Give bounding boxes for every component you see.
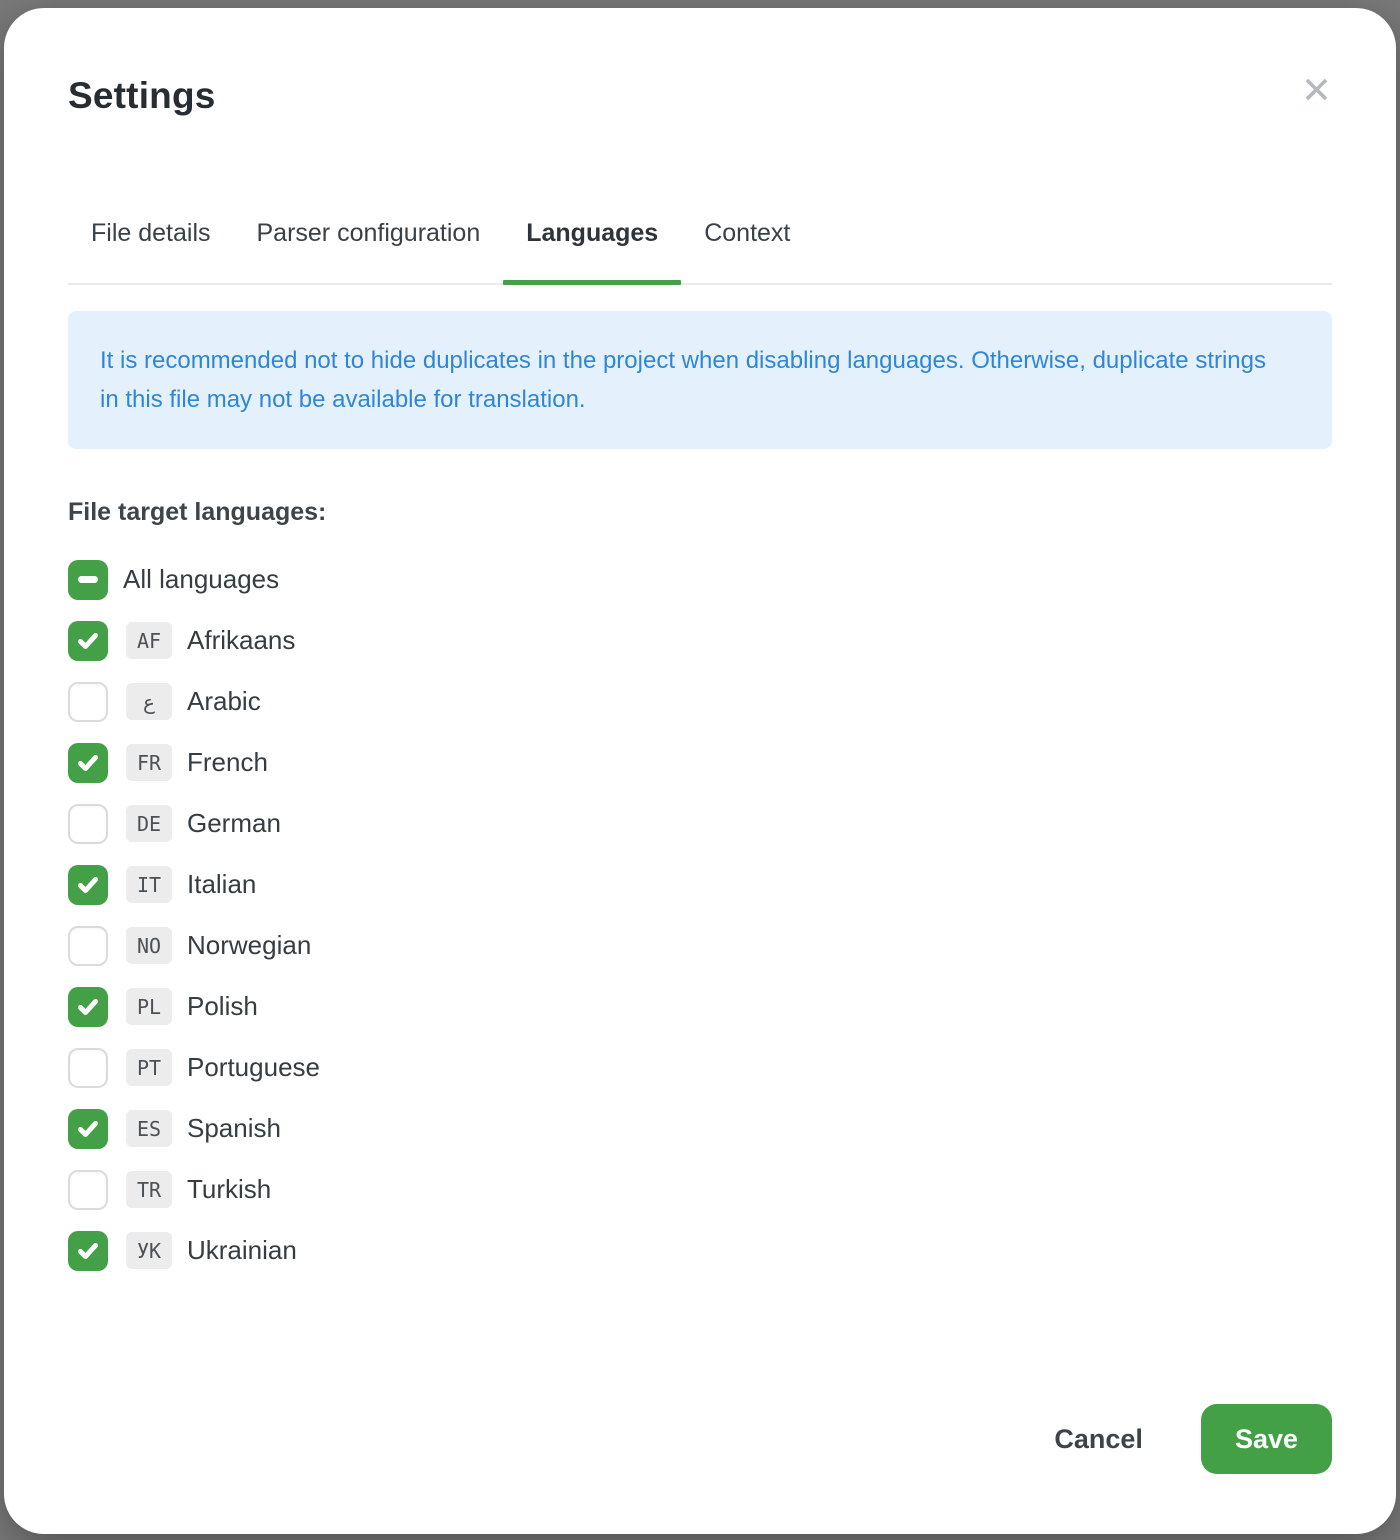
language-label: Turkish	[187, 1174, 272, 1204]
tab[interactable]: File details	[68, 184, 234, 283]
checkmark-icon	[76, 995, 100, 1019]
language-checkbox[interactable]	[68, 926, 108, 966]
settings-modal	[4, 8, 1396, 1534]
cancel-button[interactable]: Cancel	[1054, 1423, 1143, 1454]
info-banner-text: It is recommended not to hide duplicates in the project when disabling languages. Otherwise, duplicate strings in this file may not be available for translation.	[100, 347, 1267, 413]
language-code-badge: PT	[126, 1049, 172, 1086]
language-checkbox[interactable]	[68, 1048, 108, 1088]
modal-header	[68, 72, 1332, 120]
language-code-badge: FR	[126, 744, 172, 781]
tab[interactable]: Context	[681, 184, 813, 283]
language-code-badge: УК	[126, 1232, 172, 1269]
info-banner	[68, 311, 1332, 449]
language-checkbox[interactable]	[68, 1170, 108, 1210]
language-label: German	[187, 808, 281, 838]
language-row	[68, 732, 1332, 793]
language-checkbox[interactable]	[68, 865, 108, 905]
language-row	[68, 854, 1332, 915]
language-label: Italian	[187, 869, 257, 899]
language-row	[68, 793, 1332, 854]
language-label: Afrikaans	[187, 625, 296, 655]
language-code-badge: IT	[126, 866, 172, 903]
language-row	[68, 1159, 1332, 1220]
checkmark-icon	[76, 629, 100, 653]
tab-bar	[68, 184, 1332, 285]
language-label: All languages	[123, 564, 280, 594]
modal-footer	[1054, 1404, 1332, 1474]
language-row	[68, 549, 1332, 610]
language-row	[68, 671, 1332, 732]
language-row	[68, 915, 1332, 976]
language-row	[68, 1098, 1332, 1159]
checkmark-icon	[76, 873, 100, 897]
language-checkbox[interactable]	[68, 682, 108, 722]
language-checkbox[interactable]	[68, 621, 108, 661]
save-button[interactable]: Save	[1201, 1404, 1332, 1474]
file-target-languages-label: File target languages:	[68, 498, 327, 526]
language-checkbox[interactable]	[68, 743, 108, 783]
language-row	[68, 1220, 1332, 1281]
language-label: Portuguese	[187, 1052, 320, 1082]
language-checkbox[interactable]	[68, 560, 108, 600]
language-checkbox[interactable]	[68, 1231, 108, 1271]
language-code-badge: AF	[126, 622, 172, 659]
language-label: French	[187, 747, 268, 777]
language-code-badge: ES	[126, 1110, 172, 1147]
language-code-badge: TR	[126, 1171, 172, 1208]
language-checkbox[interactable]	[68, 804, 108, 844]
language-checkbox[interactable]	[68, 1109, 108, 1149]
language-row	[68, 1037, 1332, 1098]
language-code-badge: DE	[126, 805, 172, 842]
language-label: Polish	[187, 991, 258, 1021]
checkmark-icon	[76, 751, 100, 775]
language-label: Norwegian	[187, 930, 312, 960]
language-list	[68, 549, 1332, 1281]
indeterminate-dash-icon	[78, 576, 98, 583]
checkmark-icon	[76, 1239, 100, 1263]
language-code-badge: ع	[126, 683, 172, 720]
language-row	[68, 976, 1332, 1037]
language-row	[68, 610, 1332, 671]
checkmark-icon	[76, 1117, 100, 1141]
tab[interactable]: Parser configuration	[234, 184, 504, 283]
language-label: Ukrainian	[187, 1235, 297, 1265]
tab[interactable]: Languages	[503, 184, 681, 283]
language-label: Arabic	[187, 686, 261, 716]
language-checkbox[interactable]	[68, 987, 108, 1027]
language-code-badge: NO	[126, 927, 172, 964]
language-label: Spanish	[187, 1113, 281, 1143]
close-icon[interactable]: ✕	[1300, 70, 1332, 111]
modal-title: Settings	[68, 75, 216, 116]
language-code-badge: PL	[126, 988, 172, 1025]
